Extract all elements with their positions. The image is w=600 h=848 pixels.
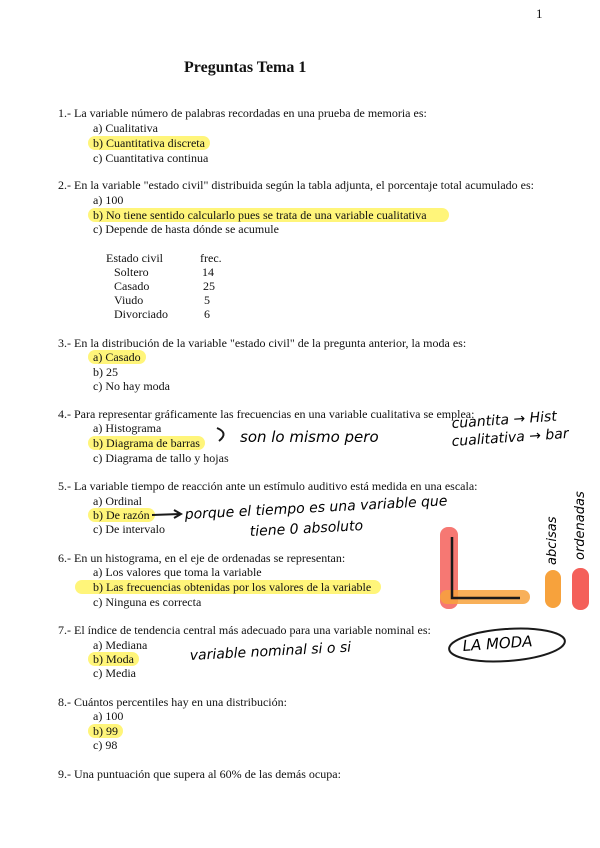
option-6c: c) Ninguna es correcta (93, 595, 202, 609)
option-1c: c) Cuantitativa continua (93, 151, 209, 165)
option-2a: a) 100 (93, 193, 124, 207)
page-title: Preguntas Tema 1 (184, 59, 307, 76)
note-q4-side-1: cuantita → Hist (451, 408, 558, 432)
option-3a-highlighted: a) Casado (88, 350, 146, 364)
question-7: 7.- El índice de tendencia central más adecuado para una variable nominal es: (58, 623, 431, 637)
option-6a: a) Los valores que toma la variable (93, 565, 262, 579)
question-5: 5.- La variable tiempo de reacción ante un estímulo auditivo está medida en una escala: (58, 479, 478, 493)
note-q4: son lo mismo pero (240, 428, 379, 446)
option-8a: a) 100 (93, 709, 124, 723)
table-cell: 14 (202, 265, 214, 279)
axis-sketch (452, 537, 520, 598)
option-6b-highlighted: b) Las frecuencias obtenidas por los valores de la variable (75, 580, 381, 594)
option-4a: a) Histograma (93, 421, 162, 435)
table-cell: Casado (114, 279, 150, 293)
question-9: 9.- Una puntuación que supera al 60% de las demás ocupa: (58, 767, 341, 781)
option-1a: a) Cualitativa (93, 121, 158, 135)
option-5a: a) Ordinal (93, 494, 142, 508)
option-8c: c) 98 (93, 738, 118, 752)
option-7c: c) Media (93, 666, 136, 680)
option-4c: c) Diagrama de tallo y hojas (93, 451, 229, 465)
question-1: 1.- La variable número de palabras recordadas en una prueba de memoria es: (58, 106, 427, 120)
marker-red-dot (572, 568, 589, 610)
option-2b-highlighted: b) No tiene sentido calcularlo pues se trata de una variable cualitativa (88, 208, 449, 222)
page-number: 1 (536, 6, 543, 21)
table-cell: Viudo (114, 293, 144, 307)
table-cell: 25 (203, 279, 215, 293)
option-8b-highlighted: b) 99 (88, 724, 123, 738)
question-6: 6.- En un histograma, en el eje de ordenadas se representan: (58, 551, 346, 565)
option-3b: b) 25 (93, 365, 118, 379)
option-5b-highlighted: b) De razón (88, 508, 155, 522)
option-4b-highlighted: b) Diagrama de barras (88, 436, 205, 450)
option-5c: c) De intervalo (93, 522, 165, 536)
table-cell: 6 (204, 307, 210, 321)
table-cell: 5 (204, 293, 210, 307)
table-cell: Divorciado (114, 307, 168, 321)
option-3c: c) No hay moda (93, 379, 170, 393)
question-4: 4.- Para representar gráficamente las frecuencias en una variable cualitativa se emplea: (58, 407, 475, 421)
note-q4-side-2: cualitativa → bar (451, 425, 570, 450)
note-ordenadas: ordenadas (573, 491, 588, 560)
note-la-moda: LA MODA (462, 632, 534, 655)
bracket-mark (217, 428, 224, 441)
note-abcisas: abcisas (545, 516, 560, 565)
note-q7: variable nominal si o si (189, 639, 352, 664)
option-7b-highlighted: b) Moda (88, 652, 139, 666)
option-1b-highlighted: b) Cuantitativa discreta (88, 136, 210, 150)
table-header-estado: Estado civil (106, 251, 163, 265)
question-3: 3.- En la distribución de la variable "estado civil" de la pregunta anterior, la moda es: (58, 336, 467, 350)
question-2: 2.- En la variable "estado civil" distribuida según la tabla adjunta, el porcentaje total acumulado es: (58, 178, 534, 192)
question-8: 8.- Cuántos percentiles hay en una distribución: (58, 695, 287, 709)
table-cell: Soltero (114, 265, 149, 279)
table-header-frec: frec. (200, 251, 222, 265)
marker-orange-dot (545, 570, 561, 608)
note-q5-2: tiene 0 absoluto (249, 518, 364, 540)
option-2c: c) Depende de hasta dónde se acumule (93, 222, 279, 236)
note-q5-1: porque el tiempo es una variable que (184, 493, 448, 523)
option-7a: a) Mediana (93, 638, 148, 652)
arrow-mark (152, 510, 181, 518)
